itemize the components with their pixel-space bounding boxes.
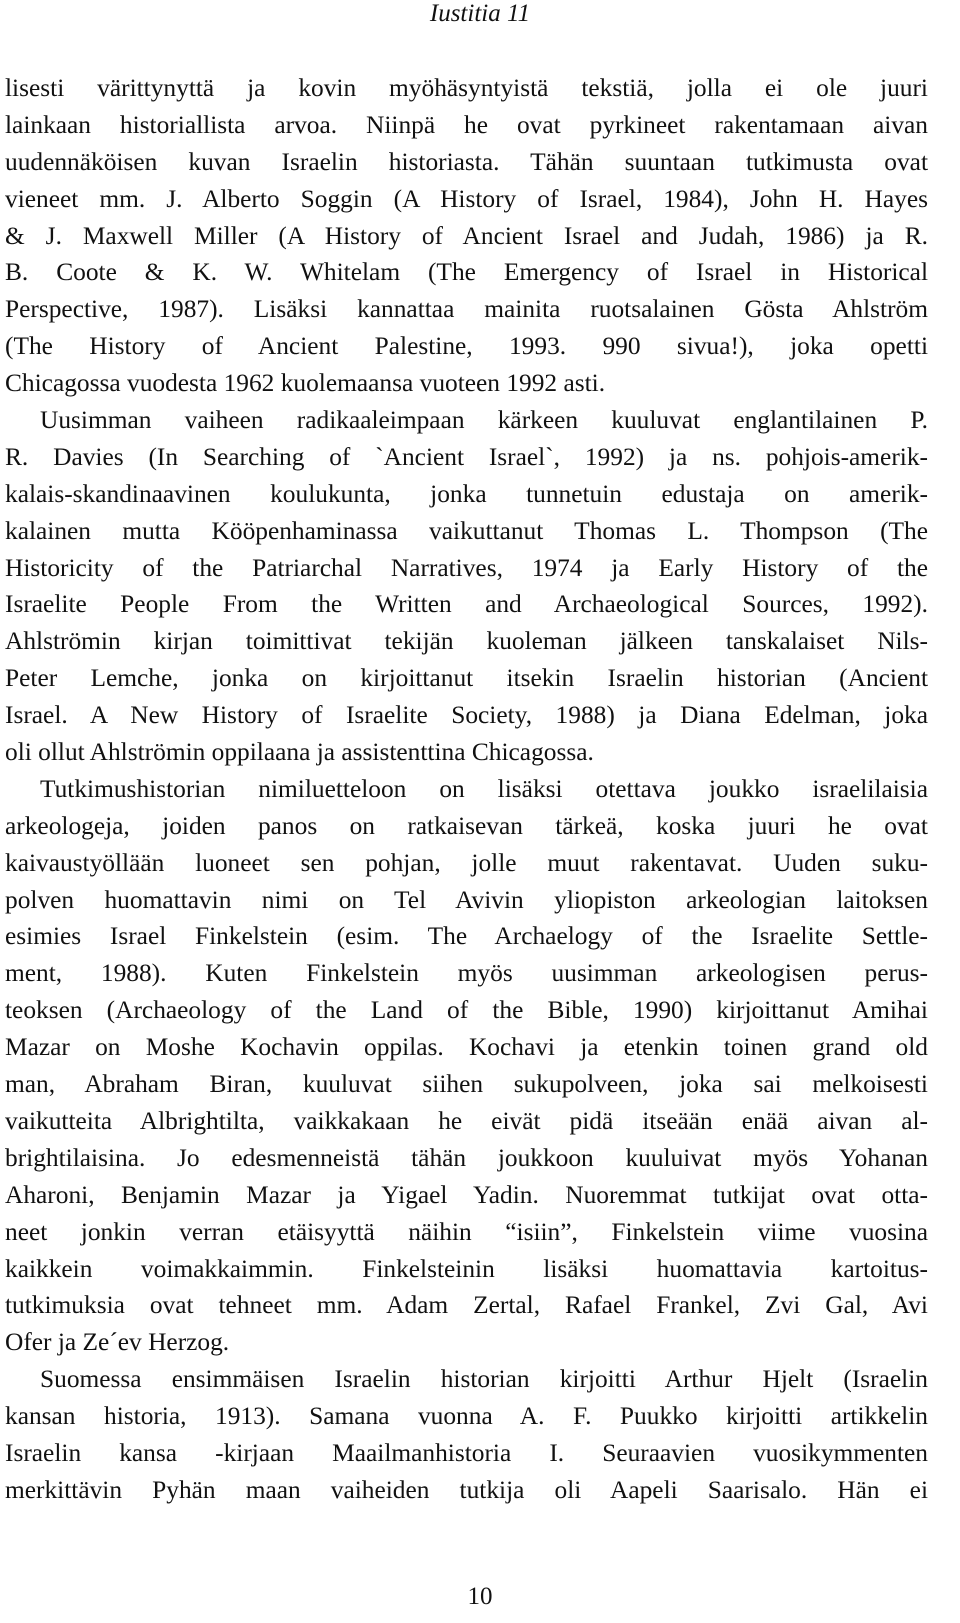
text-line: (The History of Ancient Palestine, 1993. 990 sivua!), joka opetti <box>5 332 928 361</box>
text-line: kalainen mutta Kööpenhaminassa vaikuttanut Thomas L. Thompson (The <box>5 516 928 545</box>
running-header: Iustitia 11 <box>429 0 531 27</box>
text-line: Israelite People From the Written and Archaeological Sources, 1992). <box>5 590 928 619</box>
text-line: polven huomattavin nimi on Tel Avivin yliopiston arkeologian laitoksen <box>5 885 928 914</box>
text-line: Aharoni, Benjamin Mazar ja Yigael Yadin. Nuoremmat tutkijat ovat otta- <box>5 1180 928 1209</box>
text-line: Israelin kansa -kirjaan Maailmanhistoria I. Seuraavien vuosikymmenten <box>5 1438 928 1467</box>
text-line: Israel. A New History of Israelite Society, 1988) ja Diana Edelman, joka <box>5 701 928 730</box>
text-line: Mazar on Moshe Kochavin oppilas. Kochavi ja etenkin toinen grand old <box>5 1033 928 1062</box>
text-line: neet jonkin verran etäisyyttä näihin “isiin”, Finkelstein viime vuosina <box>5 1217 928 1246</box>
text-line: kaikkein voimakkaimmin. Finkelsteinin lisäksi huomattavia kartoitus- <box>5 1254 928 1283</box>
text-line: kaivaustyöllään luoneet sen pohjan, jolle muut rakentavat. Uuden suku- <box>5 848 928 877</box>
text-line: Perspective, 1987). Lisäksi kannattaa mainita ruotsalainen Gösta Ahlström <box>5 295 928 324</box>
text-line: Ahlströmin kirjan toimittivat tekijän kuoleman jälkeen tanskalaiset Nils- <box>5 627 928 656</box>
body-text <box>5 70 928 1509</box>
page-number: 10 <box>467 1583 493 1610</box>
text-line: esimies Israel Finkelstein (esim. The Archaelogy of the Israelite Settle- <box>5 922 928 951</box>
text-line: merkittävin Pyhän maan vaiheiden tutkija oli Aapeli Saarisalo. Hän ei <box>5 1475 928 1504</box>
text-line: kalais-skandinaavinen koulukunta, jonka tunnetuin edustaja on amerik- <box>5 479 928 508</box>
text-line: teoksen (Archaeology of the Land of the Bible, 1990) kirjoittanut Amihai <box>5 996 928 1025</box>
text-line: lainkaan historiallista arvoa. Niinpä he ovat pyrkineet rakentamaan aivan <box>5 110 928 139</box>
text-line: tutkimuksia ovat tehneet mm. Adam Zertal, Rafael Frankel, Zvi Gal, Avi <box>5 1291 928 1320</box>
text-line: lisesti värittynyttä ja kovin myöhäsyntyistä tekstiä, jolla ei ole juuri <box>5 74 928 102</box>
text-line: vieneet mm. J. Alberto Soggin (A History of Israel, 1984), John H. Hayes <box>5 184 928 213</box>
text-line: ment, 1988). Kuten Finkelstein myös uusimman arkeologisen perus- <box>5 959 928 988</box>
text-line: B. Coote & K. W. Whitelam (The Emergency of Israel in Historical <box>5 258 928 287</box>
text-line: Historicity of the Patriarchal Narratives, 1974 ja Early History of the <box>5 553 928 582</box>
text-line: vaikutteita Albrightilta, vaikkakaan he eivät pidä itseään enää aivan al- <box>5 1106 928 1135</box>
text-line: arkeologeja, joiden panos on ratkaisevan tärkeä, koska juuri he ovat <box>5 811 928 840</box>
text-line: Suomessa ensimmäisen Israelin historian kirjoitti Arthur Hjelt (Israelin <box>40 1365 928 1394</box>
text-line: uudennäköisen kuvan Israelin historiasta. Tähän suuntaan tutkimusta ovat <box>5 147 928 176</box>
text-line: man, Abraham Biran, kuuluvat siihen sukupolveen, joka sai melkoisesti <box>5 1070 928 1099</box>
text-line: Tutkimushistorian nimiluetteloon on lisäksi otettava joukko israelilaisia <box>40 774 928 803</box>
text-line: Uusimman vaiheen radikaaleimpaan kärkeen kuuluvat englantilainen P. <box>40 406 928 435</box>
text-line: & J. Maxwell Miller (A History of Ancient Israel and Judah, 1986) ja R. <box>5 221 928 250</box>
text-line: R. Davies (In Searching of `Ancient Israel`, 1992) ja ns. pohjois-amerik- <box>5 442 928 471</box>
text-line: Peter Lemche, jonka on kirjoittanut itsekin Israelin historian (Ancient <box>5 664 928 693</box>
text-line: brightilaisina. Jo edesmenneistä tähän joukkoon kuuluivat myös Yohanan <box>5 1143 928 1172</box>
text-line: oli ollut Ahlströmin oppilaana ja assistenttina Chicagossa. <box>5 738 594 767</box>
text-line: Chicagossa vuodesta 1962 kuolemaansa vuoteen 1992 asti. <box>5 369 606 398</box>
text-line: kansan historia, 1913). Samana vuonna A. F. Puukko kirjoitti artikkelin <box>5 1402 928 1431</box>
text-line: Ofer ja Ze´ev Herzog. <box>5 1328 230 1357</box>
